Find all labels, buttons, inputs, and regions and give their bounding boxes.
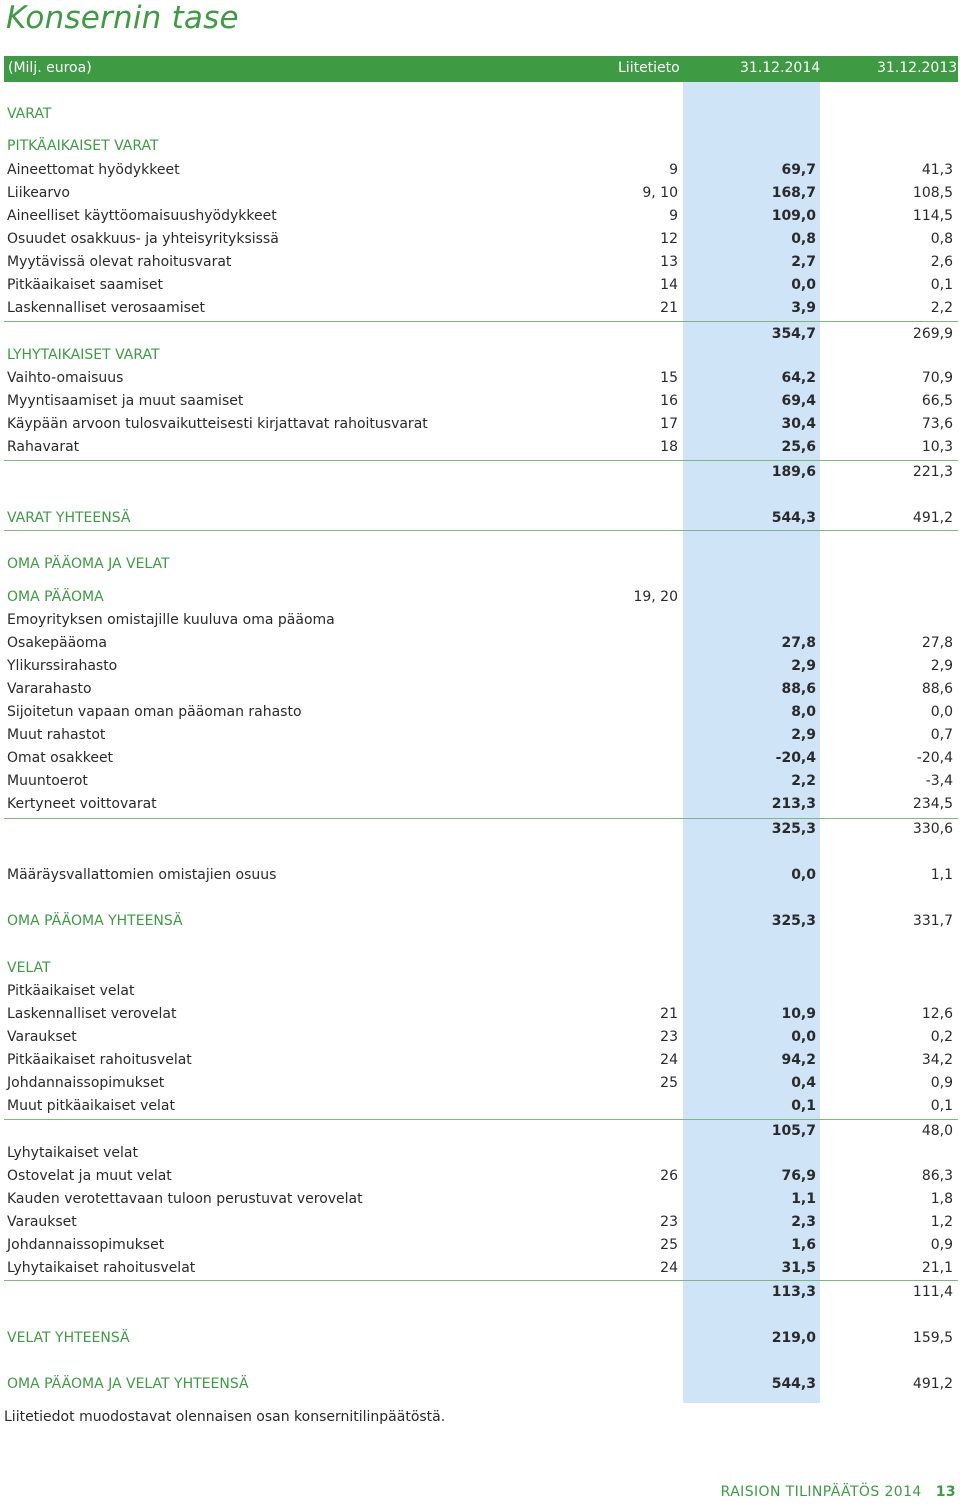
value-2014: 27,8: [781, 635, 816, 651]
table-row: [0, 610, 960, 632]
value-2013: 0,7: [930, 727, 953, 743]
value-2014: 544,3: [771, 1376, 816, 1392]
row-label: Liikearvo: [7, 185, 70, 201]
value-2014: 113,3: [771, 1284, 816, 1300]
value-2013: 0,8: [930, 231, 953, 247]
value-2013: 1,2: [930, 1214, 953, 1230]
separator-line: [4, 818, 958, 819]
value-2014: 219,0: [771, 1330, 816, 1346]
row-label: OMA PÄÄOMA YHTEENSÄ: [7, 913, 183, 929]
value-2013: 331,7: [912, 913, 953, 929]
value-2013: -20,4: [916, 750, 953, 766]
table-row: [0, 414, 960, 436]
value-2014: 2,9: [791, 727, 816, 743]
table-row: [0, 508, 960, 530]
value-2014: 31,5: [781, 1260, 816, 1276]
row-label: Myytävissä olevat rahoitusvarat: [7, 254, 232, 270]
value-2014: 64,2: [781, 370, 816, 386]
value-2013: 0,9: [930, 1237, 953, 1253]
row-note: 12: [660, 231, 678, 247]
value-2014: -20,4: [775, 750, 816, 766]
page-title: Konsernin tase: [6, 0, 239, 36]
row-note: 17: [660, 416, 678, 432]
value-2013: 1,1: [930, 867, 953, 883]
value-2014: 2,2: [791, 773, 816, 789]
value-2014: 94,2: [781, 1052, 816, 1068]
table-row: [0, 819, 960, 841]
row-label: Varaukset: [7, 1029, 77, 1045]
table-row: [0, 1258, 960, 1280]
row-label: Laskennalliset verosaamiset: [7, 300, 206, 316]
row-label: VARAT YHTEENSÄ: [7, 510, 131, 526]
table-row: [0, 1374, 960, 1396]
row-label: Määräysvallattomien omistajien osuus: [7, 867, 277, 883]
value-2013: 34,2: [921, 1052, 953, 1068]
value-2014: 213,3: [771, 796, 816, 812]
value-2014: 544,3: [771, 510, 816, 526]
value-2013: 41,3: [921, 162, 953, 178]
row-label: Kertyneet voittovarat: [7, 796, 157, 812]
table-row: [0, 252, 960, 274]
value-2013: 66,5: [921, 393, 953, 409]
table-header: [4, 56, 958, 82]
table-row: [0, 391, 960, 413]
row-note: 21: [660, 300, 678, 316]
row-label: Aineelliset käyttöomaisuushyödykkeet: [7, 208, 277, 224]
row-label: Osuudet osakkuus- ja yhteisyrityksissä: [7, 231, 279, 247]
year-2013-header: 31.12.2013: [877, 60, 958, 76]
row-note: 25: [660, 1075, 678, 1091]
row-label: OMA PÄÄOMA: [7, 589, 104, 605]
table-row: [0, 1096, 960, 1118]
row-note: 26: [660, 1168, 678, 1184]
table-row: [0, 368, 960, 390]
unit-label: (Milj. euroa): [8, 60, 92, 76]
value-2013: 0,9: [930, 1075, 953, 1091]
row-label: Sijoitetun vapaan oman pääoman rahasto: [7, 704, 302, 720]
row-label: VARAT: [7, 106, 52, 122]
value-2014: 0,0: [791, 867, 816, 883]
row-label: Laskennalliset verovelat: [7, 1006, 177, 1022]
row-label: Johdannaissopimukset: [7, 1075, 165, 1091]
table-row: [0, 771, 960, 793]
row-label: Emoyrityksen omistajille kuuluva oma pääoma: [7, 612, 335, 628]
value-2013: 48,0: [921, 1123, 953, 1139]
table-row: [0, 911, 960, 933]
separator-line: [4, 1280, 958, 1281]
row-label: Omat osakkeet: [7, 750, 114, 766]
value-2013: 1,8: [930, 1191, 953, 1207]
table-row: [0, 748, 960, 770]
table-row: [0, 1212, 960, 1234]
value-2013: 114,5: [912, 208, 953, 224]
table-row: [0, 1235, 960, 1257]
row-label: Lyhytaikaiset rahoitusvelat: [7, 1260, 196, 1276]
value-2014: 2,7: [791, 254, 816, 270]
row-label: Aineettomat hyödykkeet: [7, 162, 180, 178]
table-row: [0, 981, 960, 1003]
table-row: [0, 702, 960, 724]
value-2013: 111,4: [912, 1284, 953, 1300]
table-row: [0, 1166, 960, 1188]
row-label: Osakepääoma: [7, 635, 107, 651]
value-2014: 2,9: [791, 658, 816, 674]
row-label: Ylikurssirahasto: [7, 658, 118, 674]
row-label: Käypään arvoon tulosvaikutteisesti kirjattavat rahoitusvarat: [7, 416, 428, 432]
table-row: [0, 1004, 960, 1026]
value-2013: 2,6: [930, 254, 953, 270]
table-row: [0, 725, 960, 747]
table-row: [0, 958, 960, 980]
value-2013: 491,2: [912, 1376, 953, 1392]
table-row: [0, 104, 960, 126]
row-label: VELAT: [7, 960, 51, 976]
value-2014: 105,7: [771, 1123, 816, 1139]
value-2013: 2,9: [930, 658, 953, 674]
table-row: [0, 1143, 960, 1165]
note-column-header: Liitetieto: [618, 60, 680, 76]
value-2014: 168,7: [771, 185, 816, 201]
row-note: 18: [660, 439, 678, 455]
row-note: 14: [660, 277, 678, 293]
table-row: [0, 1121, 960, 1143]
row-label: Pitkäaikaiset velat: [7, 983, 135, 999]
table-row: [0, 1050, 960, 1072]
table-row: [0, 679, 960, 701]
value-2013: 73,6: [921, 416, 953, 432]
value-2014: 69,4: [781, 393, 816, 409]
row-label: Rahavarat: [7, 439, 80, 455]
value-2014: 76,9: [781, 1168, 816, 1184]
table-row: [0, 794, 960, 816]
row-label: Pitkäaikaiset saamiset: [7, 277, 163, 293]
value-2014: 0,8: [791, 231, 816, 247]
value-2014: 354,7: [771, 326, 816, 342]
separator-line: [4, 1119, 958, 1120]
value-2013: 491,2: [912, 510, 953, 526]
value-2014: 10,9: [781, 1006, 816, 1022]
table-row: [0, 183, 960, 205]
value-2013: 21,1: [921, 1260, 953, 1276]
value-2013: 108,5: [912, 185, 953, 201]
row-note: 9, 10: [642, 185, 678, 201]
separator-line: [4, 321, 958, 322]
table-row: [0, 587, 960, 609]
value-2014: 2,3: [791, 1214, 816, 1230]
footer-text: RAISION TILINPÄÄTÖS 2014: [720, 1484, 922, 1500]
row-label: Kauden verotettavaan tuloon perustuvat verovelat: [7, 1191, 363, 1207]
table-row: [0, 206, 960, 228]
row-label: Johdannaissopimukset: [7, 1237, 165, 1253]
page-footer: [721, 1484, 956, 1500]
value-2014: 0,1: [791, 1098, 816, 1114]
value-2014: 8,0: [791, 704, 816, 720]
row-note: 15: [660, 370, 678, 386]
value-2013: 10,3: [921, 439, 953, 455]
row-label: Muut rahastot: [7, 727, 106, 743]
value-2013: 330,6: [912, 821, 953, 837]
value-2013: 12,6: [921, 1006, 953, 1022]
row-label: LYHYTAIKAISET VARAT: [7, 347, 160, 363]
separator-line: [4, 530, 958, 531]
value-2013: 221,3: [912, 464, 953, 480]
value-2013: 0,2: [930, 1029, 953, 1045]
value-2013: 159,5: [912, 1330, 953, 1346]
value-2013: 70,9: [921, 370, 953, 386]
value-2013: 0,1: [930, 277, 953, 293]
value-2013: 88,6: [921, 681, 953, 697]
value-2013: 0,1: [930, 1098, 953, 1114]
value-2013: 269,9: [912, 326, 953, 342]
value-2013: -3,4: [925, 773, 953, 789]
value-2014: 189,6: [771, 464, 816, 480]
value-2014: 30,4: [781, 416, 816, 432]
row-note: 9: [669, 208, 678, 224]
table-row: [0, 437, 960, 459]
table-row: [0, 229, 960, 251]
row-label: Muuntoerot: [7, 773, 88, 789]
table-row: [0, 656, 960, 678]
value-2014: 1,6: [791, 1237, 816, 1253]
table-row: [0, 298, 960, 320]
row-note: 9: [669, 162, 678, 178]
value-2014: 1,1: [791, 1191, 816, 1207]
value-2013: 2,2: [930, 300, 953, 316]
page-number: 13: [935, 1484, 956, 1500]
row-note: 24: [660, 1052, 678, 1068]
row-note: 23: [660, 1029, 678, 1045]
table-row: [0, 462, 960, 484]
year-2014-header: 31.12.2014: [740, 60, 821, 76]
value-2014: 0,0: [791, 1029, 816, 1045]
row-label: Varaukset: [7, 1214, 77, 1230]
value-2013: 0,0: [930, 704, 953, 720]
row-label: Myyntisaamiset ja muut saamiset: [7, 393, 244, 409]
value-2014: 325,3: [771, 913, 816, 929]
row-note: 16: [660, 393, 678, 409]
value-2014: 3,9: [791, 300, 816, 316]
value-2013: 86,3: [921, 1168, 953, 1184]
row-label: Pitkäaikaiset rahoitusvelat: [7, 1052, 192, 1068]
table-row: [0, 633, 960, 655]
row-label: Vaihto-omaisuus: [7, 370, 124, 386]
table-row: [0, 160, 960, 182]
value-2013: 234,5: [912, 796, 953, 812]
table-row: [0, 1282, 960, 1304]
row-label: Lyhytaikaiset velat: [7, 1145, 138, 1161]
value-2013: 27,8: [921, 635, 953, 651]
table-row: [0, 275, 960, 297]
row-note: 23: [660, 1214, 678, 1230]
table-row: [0, 865, 960, 887]
row-label: Ostovelat ja muut velat: [7, 1168, 172, 1184]
row-label: Vararahasto: [7, 681, 92, 697]
table-row: [0, 1328, 960, 1350]
row-label: VELAT YHTEENSÄ: [7, 1330, 130, 1346]
value-2014: 69,7: [781, 162, 816, 178]
row-label: Muut pitkäaikaiset velat: [7, 1098, 175, 1114]
value-2014: 25,6: [781, 439, 816, 455]
table-row: [0, 345, 960, 367]
value-2014: 109,0: [771, 208, 816, 224]
row-note: 19, 20: [633, 589, 678, 605]
footnote: Liitetiedot muodostavat olennaisen osan konsernitilinpäätöstä.: [4, 1409, 446, 1425]
row-label: OMA PÄÄOMA JA VELAT: [7, 556, 170, 572]
table-row: [0, 554, 960, 576]
row-label: OMA PÄÄOMA JA VELAT YHTEENSÄ: [7, 1376, 249, 1392]
table-row: [0, 1189, 960, 1211]
table-row: [0, 1027, 960, 1049]
table-row: [0, 136, 960, 158]
table-row: [0, 1073, 960, 1095]
row-note: 25: [660, 1237, 678, 1253]
value-2014: 325,3: [771, 821, 816, 837]
value-2014: 0,4: [791, 1075, 816, 1091]
row-note: 24: [660, 1260, 678, 1276]
table-row: [0, 324, 960, 346]
separator-line: [4, 460, 958, 461]
row-label: PITKÄAIKAISET VARAT: [7, 138, 159, 154]
row-note: 21: [660, 1006, 678, 1022]
value-2014: 88,6: [781, 681, 816, 697]
value-2014: 0,0: [791, 277, 816, 293]
row-note: 13: [660, 254, 678, 270]
